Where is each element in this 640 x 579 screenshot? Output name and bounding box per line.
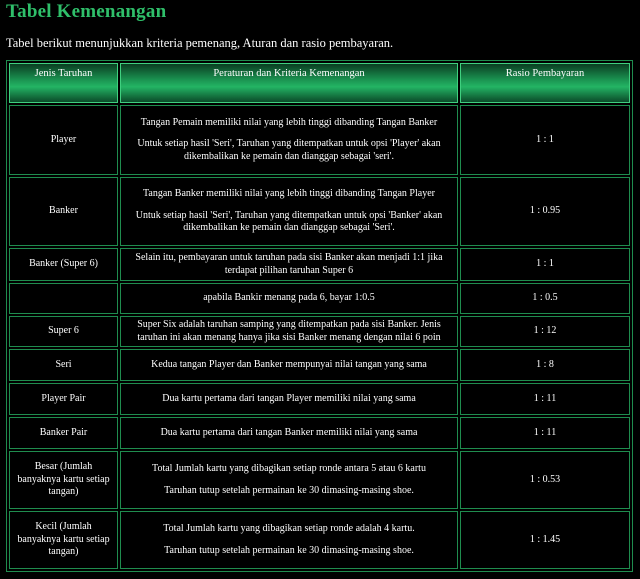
- bet-name: Player Pair: [9, 383, 118, 415]
- bet-rule: [120, 283, 458, 314]
- page-title: Tabel Kemenangan: [6, 1, 167, 22]
- table-row: [9, 417, 630, 449]
- table-row: [9, 248, 630, 281]
- rule-line: Kedua tangan Player dan Banker mempunyai nilai tangan yang sama: [151, 358, 427, 370]
- bet-rule: [120, 248, 458, 281]
- bet-rule: [120, 417, 458, 449]
- header-rules: Peraturan dan Kriteria Kemenangan: [120, 63, 458, 103]
- rule-line: Untuk setiap hasil 'Seri', Taruhan yang ditempatkan untuk opsi 'Player' akan dikembalikan ke pemain dan dianggap sebagai 'seri'.: [137, 138, 441, 162]
- rule-line: Taruhan tutup setelah permainan ke 30 dimasing-masing shoe.: [164, 544, 414, 556]
- payout-ratio: 1 : 1.45: [460, 511, 630, 569]
- table-row: [9, 511, 630, 569]
- rule-line: Selain itu, pembayaran untuk taruhan pada sisi Banker akan menjadi 1:1 jika terdapat pilihan taruhan Super 6: [135, 252, 443, 276]
- bet-name: Player: [9, 105, 118, 175]
- rule-line: Super Six adalah taruhan samping yang ditempatkan pada sisi Banker. Jenis taruhan ini akan menang hanya jika sisi Banker menang dengan nilai 6 poin: [137, 319, 441, 343]
- bet-rule: [120, 105, 458, 175]
- table-row: [9, 451, 630, 509]
- bet-name: Banker: [9, 177, 118, 246]
- rule-line: Dua kartu pertama dari tangan Player memiliki nilai yang sama: [162, 392, 416, 404]
- rule-line: Taruhan tutup setelah permainan ke 30 dimasing-masing shoe.: [164, 484, 414, 496]
- table-row: [9, 383, 630, 415]
- bet-name: Seri: [9, 349, 118, 381]
- bet-rule: [120, 177, 458, 246]
- payout-ratio: 1 : 8: [460, 349, 630, 381]
- payout-ratio: 1 : 0.95: [460, 177, 630, 246]
- rule-line: Untuk setiap hasil 'Seri', Taruhan yang ditempatkan untuk opsi 'Banker' akan dikembalikan ke pemain dan dianggap sebagai 'Seri'.: [135, 209, 443, 234]
- bet-name: Besar (Jumlah banyaknya kartu setiap tangan): [9, 451, 118, 509]
- rule-line: Tangan Banker memiliki nilai yang lebih tinggi dibanding Tangan Player: [143, 188, 435, 200]
- payout-ratio: 1 : 0.5: [460, 283, 630, 314]
- payout-ratio: 1 : 0.53: [460, 451, 630, 509]
- bet-name: Super 6: [9, 316, 118, 347]
- bet-rule: [120, 383, 458, 415]
- bet-rule: [120, 451, 458, 509]
- rule-line: Total Jumlah kartu yang dibagikan setiap ronde adalah 4 kartu.: [163, 523, 415, 534]
- bet-rule: [120, 349, 458, 381]
- bet-rule: [120, 511, 458, 569]
- table-row: [9, 283, 630, 314]
- table-row: [9, 177, 630, 246]
- payout-table: [6, 60, 633, 572]
- bet-name: Banker Pair: [9, 417, 118, 449]
- payout-ratio: 1 : 1: [460, 248, 630, 281]
- table-row: [9, 349, 630, 381]
- payout-ratio: 1 : 11: [460, 383, 630, 415]
- table-header-row: [9, 63, 630, 103]
- bet-name: Kecil (Jumlah banyaknya kartu setiap tangan): [9, 511, 118, 569]
- payout-ratio: 1 : 1: [460, 105, 630, 175]
- header-bet-type: Jenis Taruhan: [9, 63, 118, 103]
- bet-name: Banker (Super 6): [9, 248, 118, 281]
- rule-line: apabila Bankir menang pada 6, bayar 1:0.5: [203, 292, 375, 304]
- rule-line: Total Jumlah kartu yang dibagikan setiap ronde antara 5 atau 6 kartu: [152, 463, 426, 474]
- bet-rule: [120, 316, 458, 347]
- bet-name: [9, 283, 118, 314]
- payout-ratio: 1 : 11: [460, 417, 630, 449]
- payout-ratio: 1 : 12: [460, 316, 630, 347]
- header-payout-ratio: Rasio Pembayaran: [460, 63, 630, 103]
- table-row: [9, 105, 630, 175]
- rule-line: Dua kartu pertama dari tangan Banker memiliki nilai yang sama: [160, 426, 418, 438]
- intro-text: Tabel berikut menunjukkan kriteria pemenang, Aturan dan rasio pembayaran.: [6, 36, 394, 50]
- rule-line: Tangan Pemain memiliki nilai yang lebih tinggi dibanding Tangan Banker: [140, 116, 438, 128]
- table-row: [9, 316, 630, 347]
